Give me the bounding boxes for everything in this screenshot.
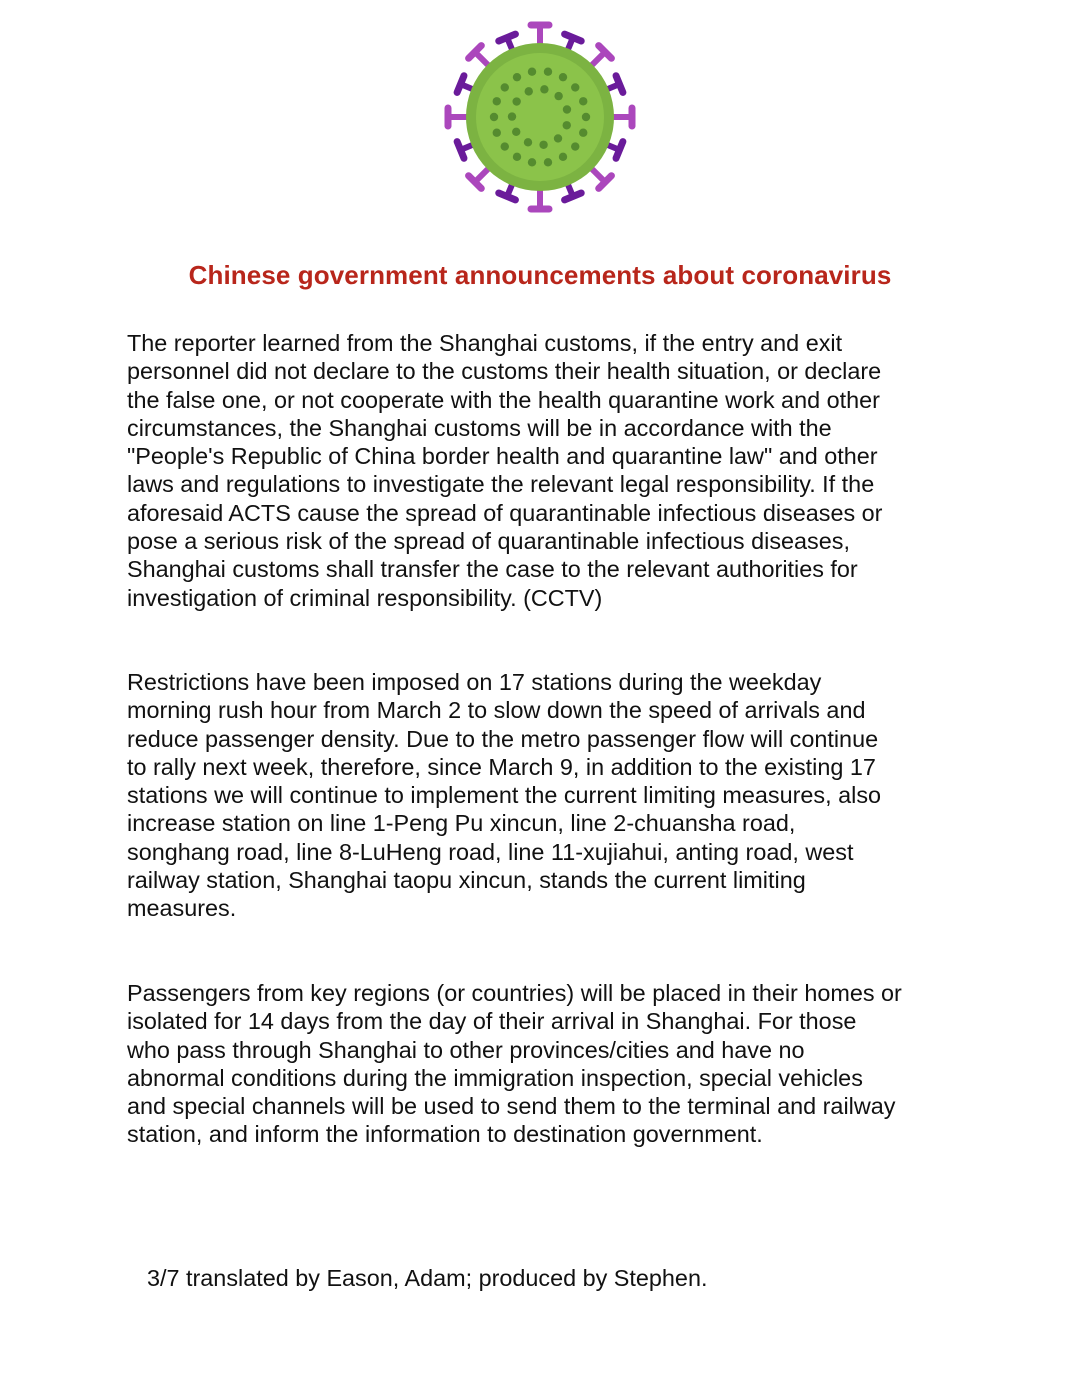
- virus-dot: [544, 67, 552, 75]
- virus-dot: [513, 153, 521, 161]
- virus-dot: [559, 153, 567, 161]
- virus-dot: [490, 113, 498, 121]
- virus-dot: [512, 97, 520, 105]
- virus-dot: [559, 73, 567, 81]
- spike-head: [565, 193, 582, 200]
- virus-dot: [571, 83, 579, 91]
- virus-dot: [554, 134, 562, 142]
- virus-dot: [528, 67, 536, 75]
- virus-dot: [571, 142, 579, 150]
- virus-dot: [540, 85, 548, 93]
- paragraph-metro-restrictions: Restrictions have been imposed on 17 stations during the weekday morning rush hour from March 2 to slow down the speed of arrivals and reduce passenger density. Due to the metro passenger flow will continue to rally next week, therefore, since March 9, in addition to the existing 17 stations we will continue to implement the current limiting measures, also increase station on line 1-Peng Pu xincun, line 2-chuansha road, songhang road, line 8-LuHeng road, line 11-xujiahui, anting road, west railway station, Shanghai taopu xincun, stands the current limiting measures.: [127, 669, 882, 922]
- virus-dot: [493, 129, 501, 137]
- virus-dot: [493, 97, 501, 105]
- virus-dot: [513, 73, 521, 81]
- virus-dot: [579, 129, 587, 137]
- virus-dot: [524, 138, 532, 146]
- virus-dot: [563, 121, 571, 129]
- spike-head: [499, 34, 516, 41]
- virus-dot: [501, 142, 509, 150]
- paragraph-passengers-quarantine: Passengers from key regions (or countries) will be placed in their homes or isolated for 14 days from the day of their arrival in Shanghai. For those who pass through Shanghai to other provinces/cities and have no abnormal conditions during the immigration inspection, special vehicles and special channels will be used to send them to the terminal and railway station, and inform the information to destination government.: [127, 980, 902, 1148]
- virus-illustration: [420, 0, 660, 236]
- virus-dot: [525, 87, 533, 95]
- spike-head: [616, 76, 623, 93]
- virus-dot: [544, 158, 552, 166]
- credits-footer: 3/7 translated by Eason, Adam; produced by Stephen.: [147, 1265, 708, 1291]
- virus-dot: [501, 83, 509, 91]
- page-title: Chinese government announcements about coronavirus: [188, 260, 892, 290]
- spike-head: [616, 142, 623, 159]
- spike-head: [565, 34, 582, 41]
- spike-head: [457, 76, 464, 93]
- virus-dot: [512, 128, 520, 136]
- virus-dot: [579, 97, 587, 105]
- virus-dot: [582, 113, 590, 121]
- spike-head: [499, 193, 516, 200]
- virus-icon: [420, 0, 660, 236]
- virus-dot: [554, 92, 562, 100]
- paragraph-customs: The reporter learned from the Shanghai customs, if the entry and exit personnel did not declare to the customs their health situation, or declare the false one, or not cooperate with the health quarantine work and other circumstances, the Shanghai customs will be in accordance with the "People's Republic of China border health and quarantine law" and other laws and regulations to investigate the relevant legal responsibility. If the aforesaid ACTS cause the spread of quarantinable infectious diseases or pose a serious risk of the spread of quarantinable infectious diseases, Shanghai customs shall transfer the case to the relevant authorities for investigation of criminal responsibility. (CCTV): [127, 330, 883, 611]
- spike-head: [457, 142, 464, 159]
- virus-dot: [539, 141, 547, 149]
- virus-dot: [563, 105, 571, 113]
- virus-dot: [528, 158, 536, 166]
- virus-dot: [508, 112, 516, 120]
